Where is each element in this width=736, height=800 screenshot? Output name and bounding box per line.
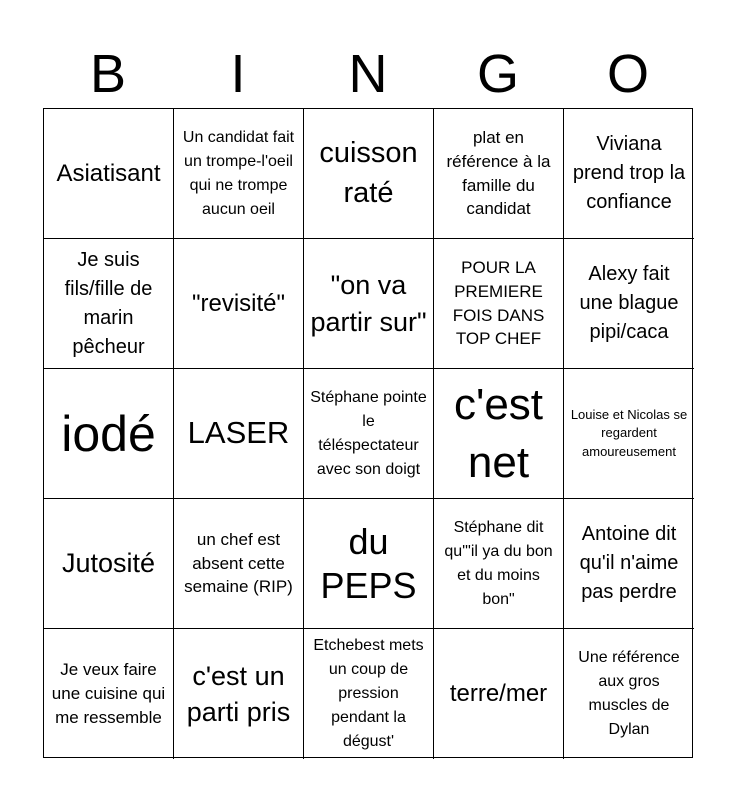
cell-text: plat en référence à la famille du candidat — [446, 127, 551, 219]
cell-text: Asiatisant — [56, 159, 161, 187]
cell-text: Stéphane pointe le téléspectateur avec son doigt — [310, 388, 427, 478]
cell-text: un chef est absent cette semaine (RIP) — [184, 529, 293, 597]
cell-text: Une référence aux gros muscles de Dylan — [578, 649, 680, 738]
bingo-cell[interactable] — [44, 109, 174, 239]
bingo-cell[interactable] — [434, 499, 564, 629]
cell-text: c'est un parti pris — [186, 660, 291, 727]
bingo-cell[interactable] — [564, 369, 694, 499]
cell-text: terre/mer — [449, 680, 548, 708]
cell-text: Je veux faire une cuisine qui me ressemble — [51, 660, 166, 727]
bingo-cell[interactable] — [304, 109, 434, 239]
bingo-cell[interactable] — [174, 499, 304, 629]
cell-text: Jutosité — [61, 548, 156, 579]
bingo-cell[interactable] — [564, 629, 694, 759]
bingo-cell[interactable] — [174, 239, 304, 369]
bingo-cell[interactable] — [304, 629, 434, 759]
bingo-header — [43, 40, 693, 108]
cell-text: Viviana prend trop la confiance — [572, 133, 686, 213]
header-letter-g: G — [476, 44, 519, 104]
cell-text: Louise et Nicolas se regardent amoureusement — [570, 407, 688, 459]
header-letter-o: O — [606, 44, 649, 104]
bingo-cell[interactable] — [44, 629, 174, 759]
bingo-cell[interactable] — [564, 499, 694, 629]
bingo-cell[interactable] — [304, 239, 434, 369]
header-letter-b: B — [89, 44, 127, 104]
cell-text: Antoine dit qu'il n'aime pas perdre — [579, 523, 679, 603]
cell-text: Stéphane dit qu'"il ya du bon et du moins bon" — [444, 518, 553, 608]
cell-text: c'est net — [453, 380, 544, 487]
bingo-cell[interactable] — [174, 109, 304, 239]
cell-text: iodé — [61, 405, 156, 462]
bingo-cell[interactable] — [564, 109, 694, 239]
bingo-cell[interactable] — [174, 629, 304, 759]
bingo-cell[interactable] — [434, 629, 564, 759]
cell-text: "revisité" — [191, 289, 286, 317]
header-letter-n: N — [348, 44, 388, 104]
bingo-cell[interactable] — [304, 369, 434, 499]
header-letter-i: I — [230, 44, 246, 104]
cell-text: POUR LA PREMIERE FOIS DANS TOP CHEF — [452, 257, 545, 349]
cell-text: "on va partir sur" — [310, 270, 427, 337]
bingo-cell[interactable] — [564, 239, 694, 369]
bingo-cell[interactable] — [304, 499, 434, 629]
bingo-cell[interactable] — [44, 239, 174, 369]
bingo-cell[interactable] — [434, 109, 564, 239]
bingo-cell[interactable] — [434, 239, 564, 369]
bingo-board — [43, 108, 693, 758]
bingo-cell[interactable] — [434, 369, 564, 499]
cell-text: Je suis fils/fille de marin pêcheur — [64, 248, 153, 358]
cell-text: LASER — [187, 415, 290, 451]
cell-text: Alexy fait une blague pipi/caca — [579, 263, 679, 343]
cell-text: du PEPS — [320, 521, 417, 606]
bingo-cell[interactable] — [44, 499, 174, 629]
bingo-cell[interactable] — [44, 369, 174, 499]
cell-text: cuisson raté — [319, 137, 418, 209]
cell-text: Un candidat fait un trompe-l'oeil qui ne trompe aucun oeil — [182, 128, 295, 218]
cell-text: Etchebest mets un coup de pression pendant la dégust' — [313, 637, 424, 750]
bingo-cell[interactable] — [174, 369, 304, 499]
